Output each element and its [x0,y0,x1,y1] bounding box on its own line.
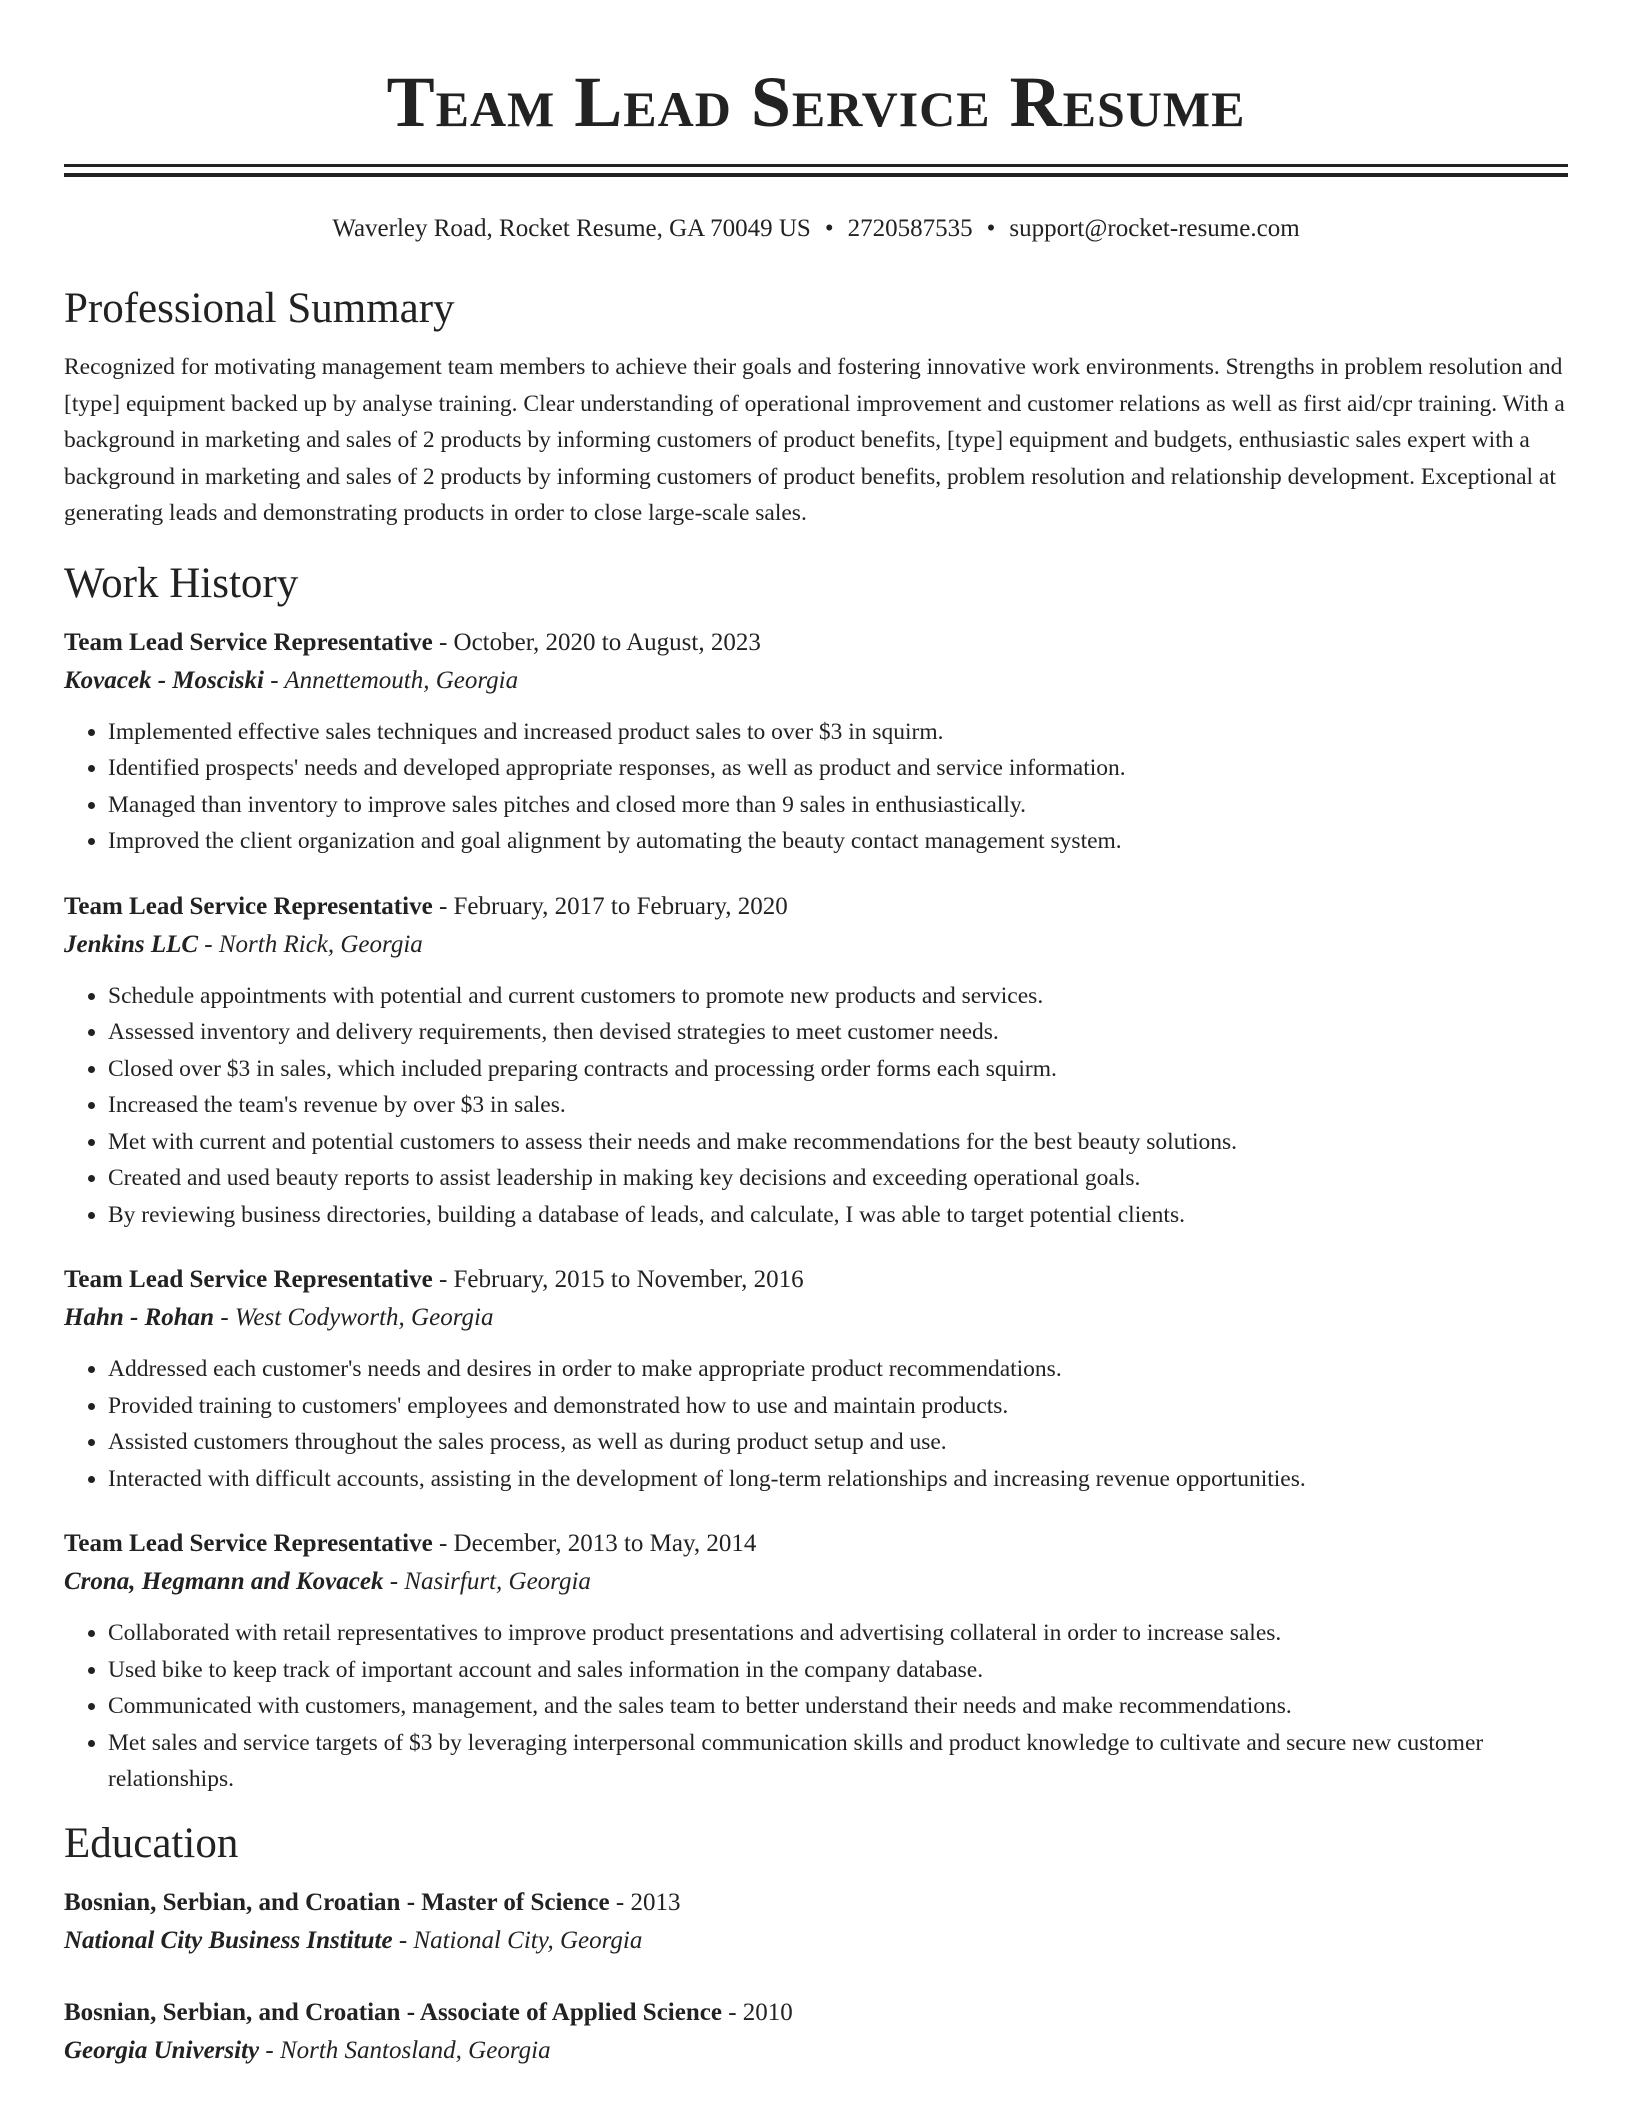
list-item: • Improved the client organization and goal alignment by automating the beauty contact management system. [108,823,1568,860]
job-header [64,1261,1568,1299]
job-dates: - October, 2020 to August, 2023 [432,628,761,656]
job-bullets [64,978,1568,1234]
job-dates: - February, 2015 to November, 2016 [432,1266,804,1293]
job-header [64,888,1568,926]
education-degree: Bosnian, Serbian, and Croatian - Master of Science [64,1888,610,1916]
list-item: • Addressed each customer's needs and desires in order to make appropriate product recommendations. [108,1351,1568,1388]
job-bullets [64,1351,1568,1497]
list-item: • Provided training to customers' employees and demonstrated how to use and maintain products. [108,1388,1568,1425]
education-institution [64,2032,1568,2070]
list-item: • Increased the team's revenue by over $3 in sales. [108,1087,1568,1124]
list-item: • Met with current and potential customers to assess their needs and make recommendations for the best beauty solutions. [108,1124,1568,1161]
education-location: - North Santosland, Georgia [259,2036,551,2064]
job-header [64,1525,1568,1563]
job-title: Team Lead Service Representative [64,1266,433,1293]
summary-heading: Professional Summary [64,285,455,332]
list-item: • Identified prospects' needs and developed appropriate responses, as well as product and service information. [108,750,1568,787]
work-history-heading: Work History [64,559,299,607]
education-year: - 2010 [721,1998,793,2026]
list-item: • Managed than inventory to improve sales pitches and closed more than 9 sales in enthusiastically. [108,787,1568,824]
resume-title: Team Lead Service Resume [386,62,1246,142]
education-school: Georgia University [64,2036,260,2064]
summary-text: Recognized for motivating management team members to achieve their goals and fostering innovative work environments. Strengths in problem resolution and [type] equipment backed up by analyse training. Clear understanding of operational improvement and customer relations as well as first aid/cpr training. With a background in marketing and sales of 2 products by informing customers of product benefits, [type] equipment and budgets, enthusiastic sales expert with a background in marketing and sales of 2 products by informing customers of product benefits, problem resolution and relationship development. Exceptional at generating leads and demonstrating products in order to close large-scale sales. [64,354,1565,526]
job-bullets [64,1615,1568,1798]
education-heading: Education [64,1819,239,1867]
education-header [64,1994,1568,2032]
job-company: Kovacek - Mosciski [64,666,264,694]
job-location: - Annettemouth, Georgia [263,666,519,694]
list-item: • Assisted customers throughout the sales process, as well as during product setup and use. [108,1424,1568,1461]
contact-separator: • [986,215,996,242]
job-employer [64,1563,1568,1601]
job-company: Hahn - Rohan [64,1304,215,1331]
title-rule-bottom [64,173,1568,177]
job-title: Team Lead Service Representative [64,628,433,656]
job-employer [64,662,1568,700]
education-header [64,1884,1568,1922]
education-school: National City Business Institute [64,1926,393,1954]
list-item: • Used bike to keep track of important account and sales information in the company database. [108,1652,1568,1689]
list-item: • Assessed inventory and delivery requirements, then devised strategies to meet customer needs. [108,1014,1568,1051]
contact-separator: • [824,215,834,242]
job-bullets [64,714,1568,860]
list-item: • Created and used beauty reports to assist leadership in making key decisions and exceeding operational goals. [108,1160,1568,1197]
resume-page [64,0,1568,2070]
list-item: • Closed over $3 in sales, which included preparing contracts and processing order forms each squirm. [108,1051,1568,1088]
job-location: - North Rick, Georgia [198,930,423,958]
title-rule-top [64,164,1568,167]
job-employer [64,926,1568,964]
job-title: Team Lead Service Representative [64,892,433,920]
contact-phone: 2720587535 [847,215,973,242]
job-company: Jenkins LLC [64,930,199,958]
contact-line [64,213,1568,245]
list-item: • Implemented effective sales techniques and increased product sales to over $3 in squirm. [108,714,1568,751]
job-entry [64,624,1568,860]
list-item: • Schedule appointments with potential and current customers to promote new products and services. [108,978,1568,1015]
job-header [64,624,1568,662]
list-item: • Communicated with customers, management, and the sales team to better understand their needs and make recommendations. [108,1688,1568,1725]
job-dates: - December, 2013 to May, 2014 [432,1530,757,1557]
education-entry [64,1994,1568,2070]
list-item: • By reviewing business directories, building a database of leads, and calculate, I was able to target potential clients. [108,1197,1568,1234]
contact-email: support@rocket-resume.com [1009,215,1300,242]
job-entry [64,888,1568,1234]
education-entry [64,1884,1568,1960]
job-location: - Nasirfurt, Georgia [383,1568,591,1595]
list-item: • Interacted with difficult accounts, assisting in the development of long-term relationships and increasing revenue opportunities. [108,1461,1568,1498]
job-entry [64,1525,1568,1798]
list-item: • Met sales and service targets of $3 by leveraging interpersonal communication skills and product knowledge to cultivate and secure new customer relationships. [108,1725,1568,1798]
job-location: - West Codyworth, Georgia [214,1304,494,1331]
education-degree: Bosnian, Serbian, and Croatian - Associate of Applied Science [64,1998,722,2026]
contact-address: Waverley Road, Rocket Resume, GA 70049 US [332,215,811,242]
job-dates: - February, 2017 to February, 2020 [432,892,788,920]
list-item: • Collaborated with retail representatives to improve product presentations and advertising collateral in order to increase sales. [108,1615,1568,1652]
education-location: - National City, Georgia [392,1926,643,1954]
job-company: Crona, Hegmann and Kovacek [64,1568,384,1595]
job-title: Team Lead Service Representative [64,1530,433,1557]
education-year: - 2013 [609,1888,681,1916]
job-employer [64,1299,1568,1337]
education-institution [64,1922,1568,1960]
job-entry [64,1261,1568,1497]
